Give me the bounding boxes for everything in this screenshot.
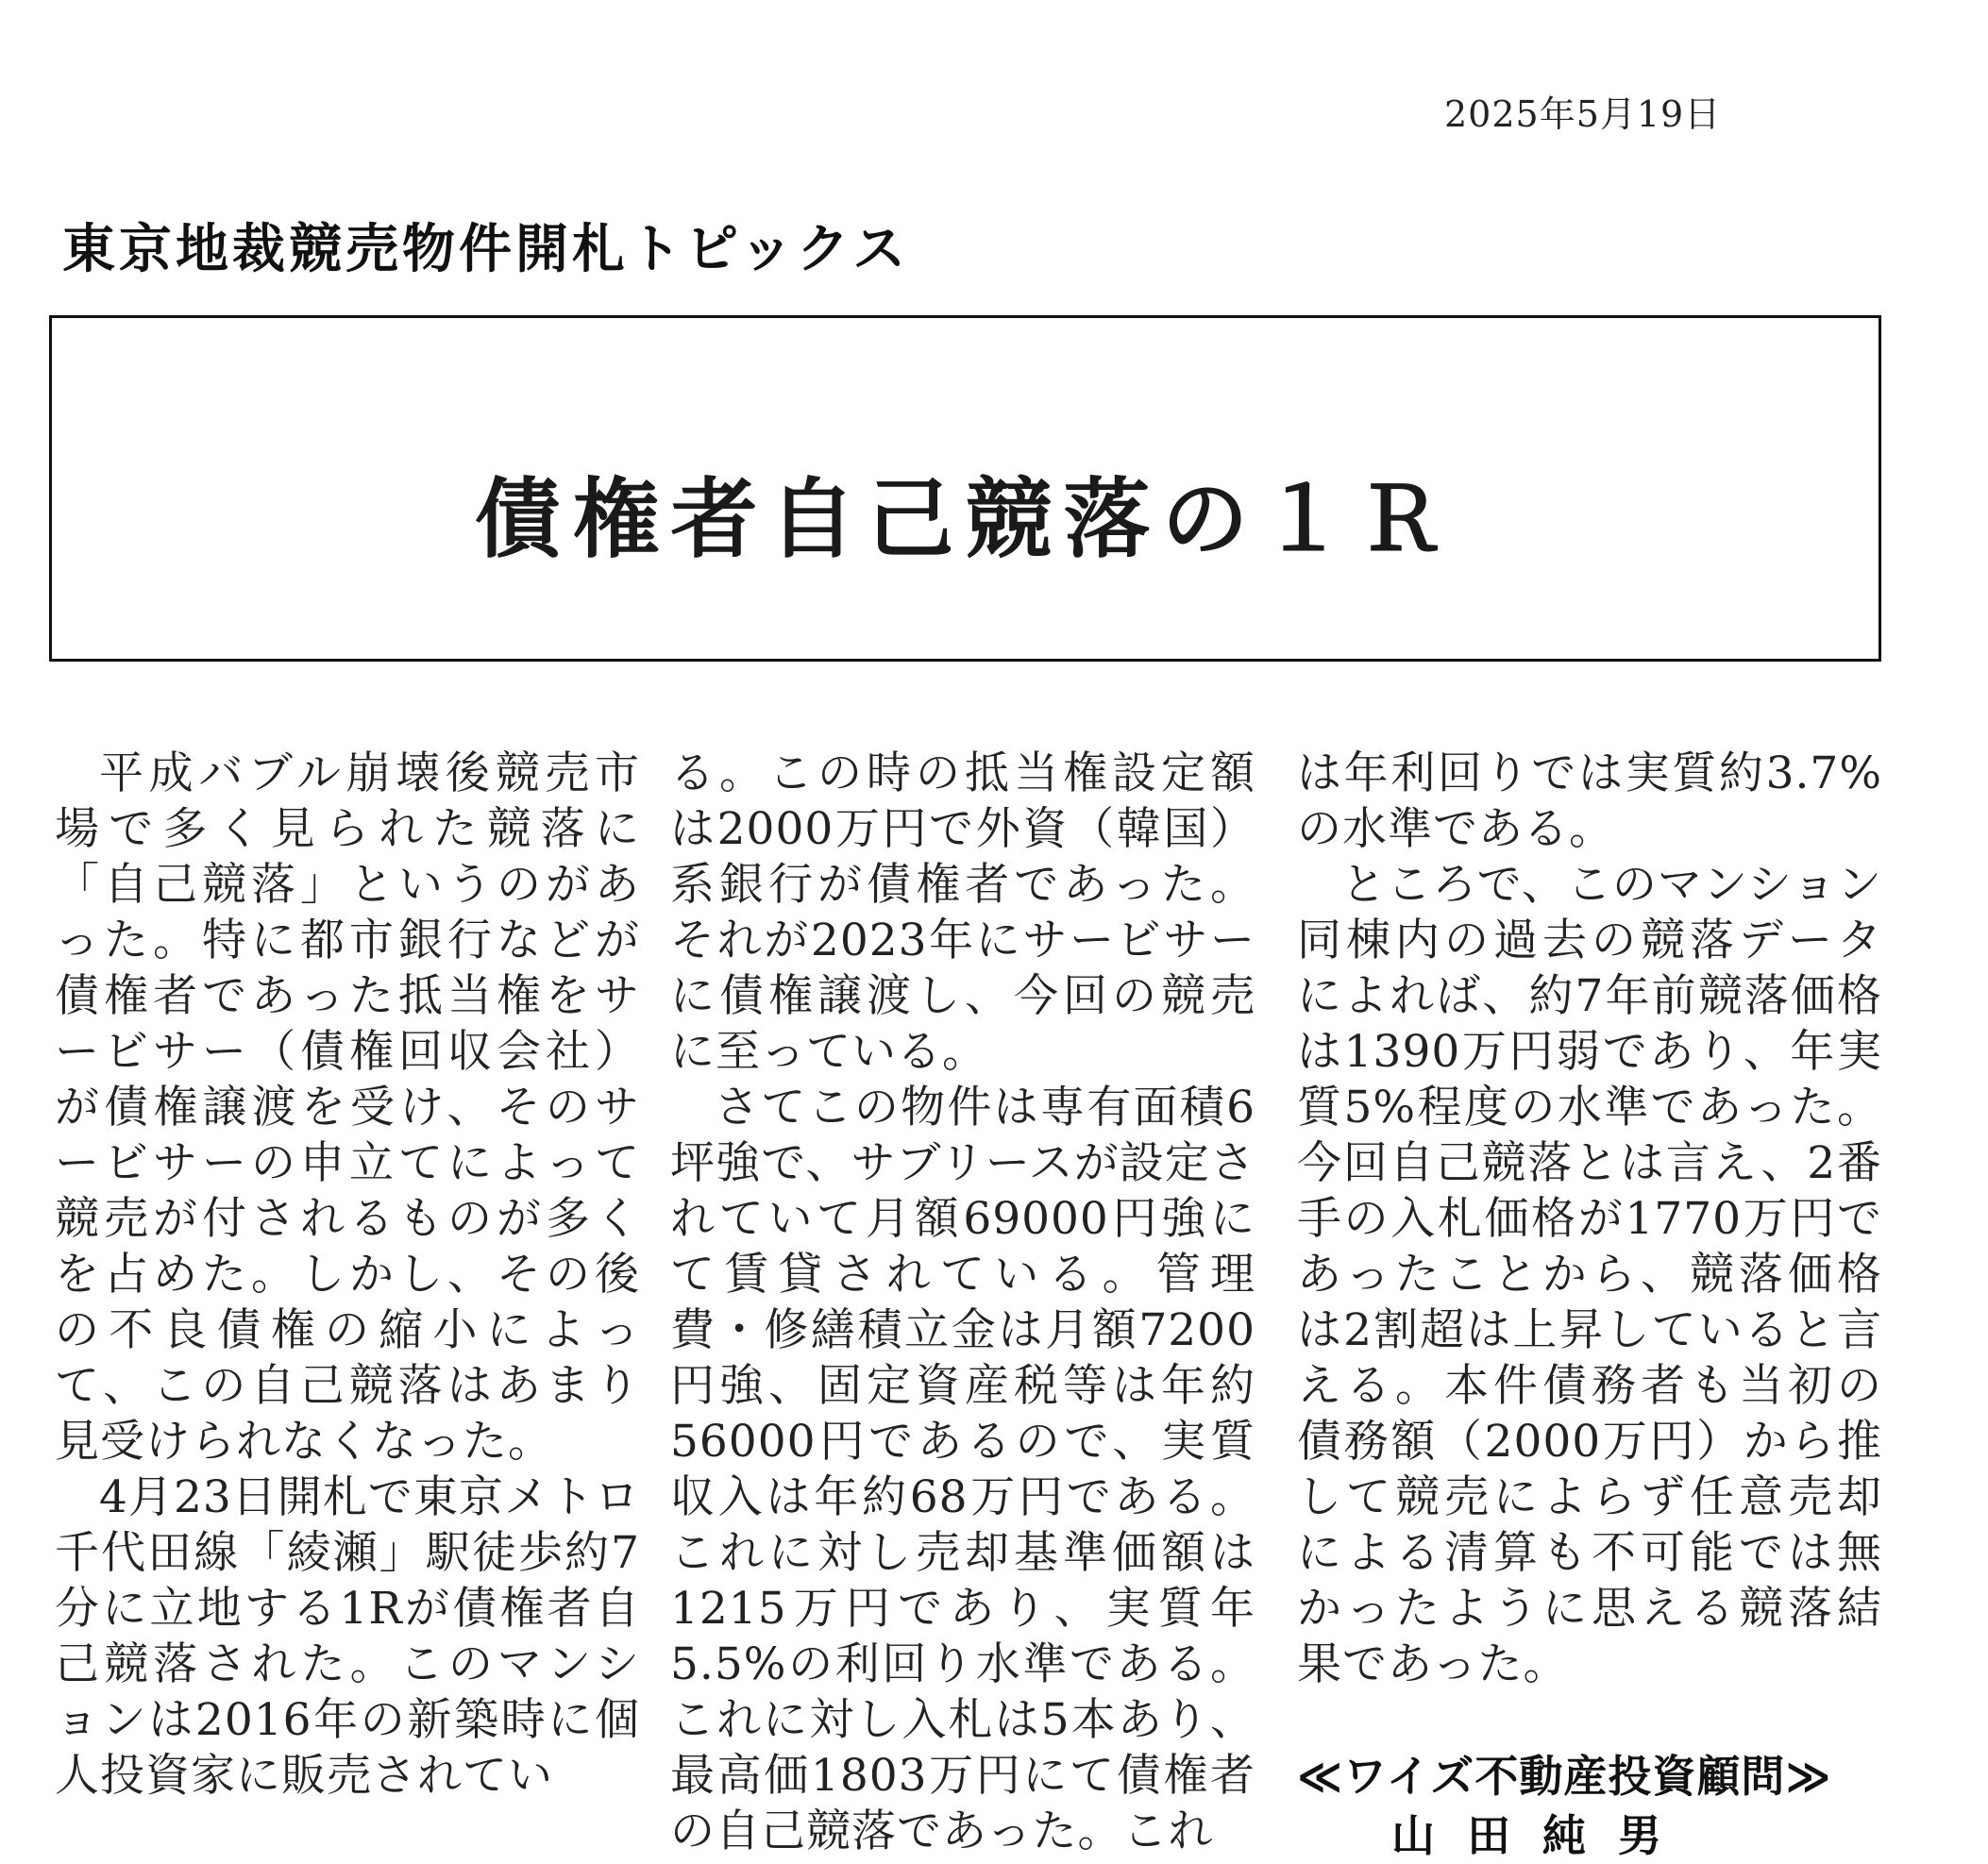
paragraph: ところで、このマンション同棟内の過去の競落データによれば、約7年前競落価格は1390万円弱であり、年実質5%程度の水準であった。今回自己競落とは言え、2番手の入札価格が1770万円であったことから、競落価格は2割超は上昇していると言える。本件債務者も当初の債務額（2000万円）から推して競売によらず任意売却による清算も不可能では無かったように思える競落結果であった。 bbox=[1297, 859, 1882, 1690]
paragraph: 4月23日開札で東京メトロ千代田線「綾瀬」駅徒歩約7分に立地する1Rが債権者自己競落された。このマンションは2016年の新築時に個人投資家に販売されてい bbox=[55, 1471, 640, 1802]
paragraph-continued: は年利回りでは実質約3.7%の水準である。 bbox=[1297, 747, 1882, 855]
headline-box bbox=[49, 315, 1881, 662]
headline: 債権者自己競落の１Ｒ bbox=[474, 468, 1457, 570]
series-title: 東京地裁競売物件開札トピックス bbox=[62, 219, 910, 280]
article-column-2 bbox=[670, 746, 1255, 1859]
article-column-3 bbox=[1297, 746, 1882, 1864]
byline-author: 山田純男 bbox=[1391, 1810, 1693, 1861]
byline bbox=[1297, 1749, 1882, 1864]
paragraph: 平成バブル崩壊後競売市場で多く見られた競落に「自己競落」というのがあった。特に都市銀行などが債権者であった抵当権をサービサー（債権回収会社）が債権譲渡を受け、そのサービサーの申立てによって競売が付されるものが多くを占めた。しかし、その後の不良債権の縮小によって、この自己競落はあまり見受けられなくなった。 bbox=[55, 747, 640, 1468]
article-column-1 bbox=[55, 746, 640, 1804]
byline-organization: ≪ワイズ不動産投資顧問≫ bbox=[1297, 1751, 1832, 1802]
paragraph-continued: る。この時の抵当権設定額は2000万円で外資（韓国）系銀行が債権者であった。それが2023年にサービサーに債権譲渡し、今回の競売に至っている。 bbox=[670, 747, 1255, 1078]
publication-date: 2025年5月19日 bbox=[1444, 93, 1722, 135]
paragraph: さてこの物件は専有面積6坪強で、サブリースが設定されていて月額69000円強にて賃貸されている。管理費・修繕積立金は月額7200円強、固定資産税等は年約56000円であるので、実質収入は年約68万円である。これに対し売却基準価額は1215万円であり、実質年5.5%の利回り水準である。これに対し入札は5本あり、最高価1803万円にて債権者の自己競落であった。これ bbox=[670, 1082, 1255, 1857]
